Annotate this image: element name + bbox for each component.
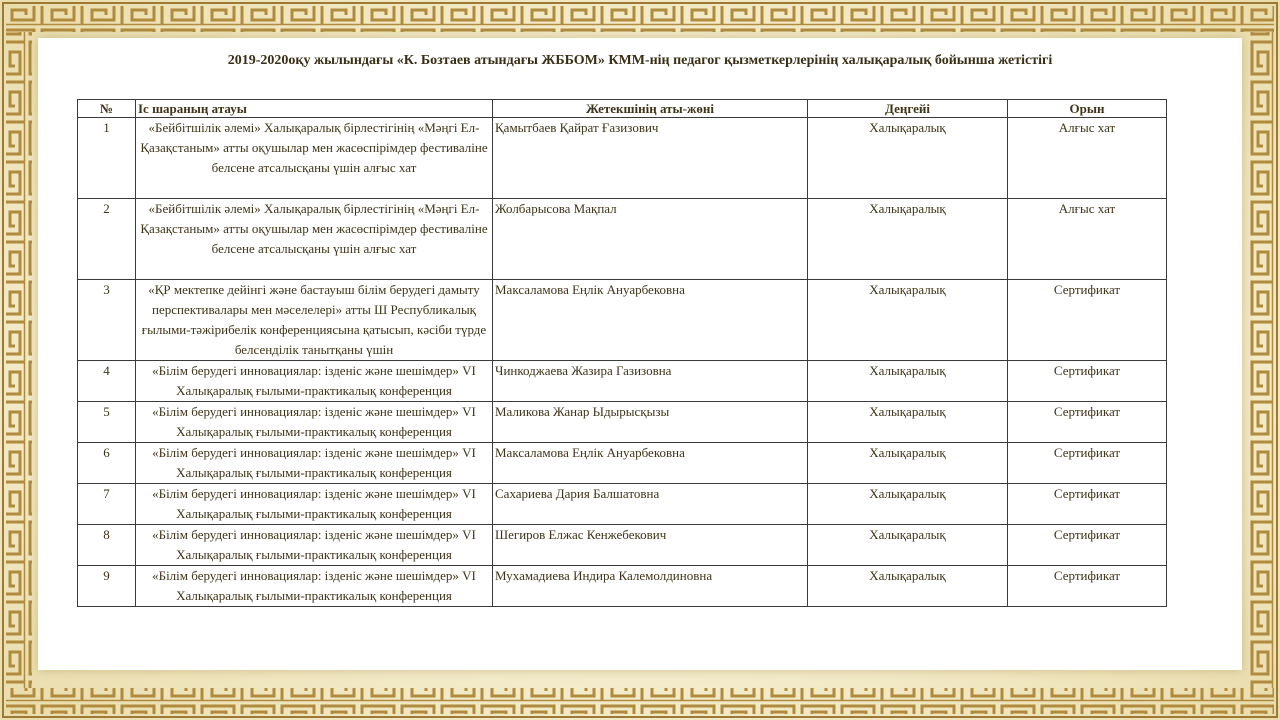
cell-level: Халықаралық xyxy=(808,525,1008,566)
header-head: Жетекшінің аты-жөні xyxy=(493,100,808,118)
cell-event: «Білім берудегі инновациялар: ізденіс және шешімдер» VI Халықаралық ғылыми-практикалық конференция xyxy=(136,525,493,566)
cell-num: 8 xyxy=(78,525,136,566)
cell-level: Халықаралық xyxy=(808,402,1008,443)
header-event: Іс шараның атауы xyxy=(136,100,493,118)
cell-head: Маликова Жанар Ыдырысқызы xyxy=(493,402,808,443)
cell-place: Сертификат xyxy=(1008,402,1167,443)
cell-head: Чинкоджаева Жазира Газизовна xyxy=(493,361,808,402)
cell-event: «Бейбітшілік әлемі» Халықаралық бірлестігінің «Мәңгі Ел-Қазақстаным» атты оқушылар мен жасөспірімдер фестиваліне белсене атсалысқаны үшін алғыс хат xyxy=(136,199,493,280)
cell-level: Халықаралық xyxy=(808,484,1008,525)
cell-place: Сертификат xyxy=(1008,484,1167,525)
cell-level: Халықаралық xyxy=(808,443,1008,484)
cell-level: Халықаралық xyxy=(808,361,1008,402)
cell-num: 2 xyxy=(78,199,136,280)
cell-num: 5 xyxy=(78,402,136,443)
table-row xyxy=(78,199,1167,280)
cell-place: Сертификат xyxy=(1008,443,1167,484)
cell-level: Халықаралық xyxy=(808,118,1008,199)
cell-place: Сертификат xyxy=(1008,280,1167,361)
cell-event: «Білім берудегі инновациялар: ізденіс және шешімдер» VI Халықаралық ғылыми-практикалық конференция xyxy=(136,443,493,484)
cell-head: Максаламова Еңлік Ануарбековна xyxy=(493,443,808,484)
table-row xyxy=(78,361,1167,402)
cell-event: «Білім берудегі инновациялар: ізденіс және шешімдер» VI Халықаралық ғылыми-практикалық конференция xyxy=(136,361,493,402)
cell-event: «Білім берудегі инновациялар: ізденіс және шешімдер» VI Халықаралық ғылыми-практикалық конференция xyxy=(136,484,493,525)
cell-head: Жолбарысова Мақпал xyxy=(493,199,808,280)
cell-place: Сертификат xyxy=(1008,361,1167,402)
cell-head: Шегиров Елжас Кенжебекович xyxy=(493,525,808,566)
header-level: Деңгейі xyxy=(808,100,1008,118)
cell-num: 9 xyxy=(78,566,136,607)
cell-event: «Бейбітшілік әлемі» Халықаралық бірлестігінің «Мәңгі Ел-Қазақстаным» атты оқушылар мен жасөспірімдер фестиваліне белсене атсалысқаны үшін алғыс хат xyxy=(136,118,493,199)
cell-head: Мухамадиева Индира Калемолдиновна xyxy=(493,566,808,607)
page-title: 2019-2020оқу жылындағы «К. Бозтаев атындағы ЖББОМ» КММ-нің педагог қызметкерлерінің халықаралық бойынша жетістігі xyxy=(227,53,1053,68)
cell-num: 7 xyxy=(78,484,136,525)
cell-head: Сахариева Дария Балшатовна xyxy=(493,484,808,525)
cell-num: 6 xyxy=(78,443,136,484)
table-row xyxy=(78,566,1167,607)
cell-num: 3 xyxy=(78,280,136,361)
table-row xyxy=(78,443,1167,484)
cell-event: «ҚР мектепке дейінгі және бастауыш білім берудегі дамыту перспективалары мен мәселелері» атты Ш Республикалық ғылыми-тәжірибелік конференциясына қатысып, кәсіби түрде белсенділік танытқаны үшін xyxy=(136,280,493,361)
cell-head: Қамытбаев Қайрат Ғазизович xyxy=(493,118,808,199)
table-row xyxy=(78,525,1167,566)
cell-num: 4 xyxy=(78,361,136,402)
cell-event: «Білім берудегі инновациялар: ізденіс және шешімдер» VI Халықаралық ғылыми-практикалық конференция xyxy=(136,402,493,443)
cell-place: Сертификат xyxy=(1008,525,1167,566)
table-row xyxy=(78,280,1167,361)
cell-level: Халықаралық xyxy=(808,280,1008,361)
cell-place: Сертификат xyxy=(1008,566,1167,607)
achievements-table xyxy=(77,99,1167,607)
table-header-row xyxy=(78,100,1167,118)
cell-place: Алғыс хат xyxy=(1008,199,1167,280)
header-place: Орын xyxy=(1008,100,1167,118)
cell-num: 1 xyxy=(78,118,136,199)
cell-event: «Білім берудегі инновациялар: ізденіс және шешімдер» VI Халықаралық ғылыми-практикалық конференция xyxy=(136,566,493,607)
cell-level: Халықаралық xyxy=(808,566,1008,607)
header-num: № xyxy=(78,100,136,118)
table-row xyxy=(78,118,1167,199)
cell-head: Максаламова Еңлік Ануарбековна xyxy=(493,280,808,361)
cell-level: Халықаралық xyxy=(808,199,1008,280)
table-row xyxy=(78,484,1167,525)
table-row xyxy=(78,402,1167,443)
cell-place: Алғыс хат xyxy=(1008,118,1167,199)
